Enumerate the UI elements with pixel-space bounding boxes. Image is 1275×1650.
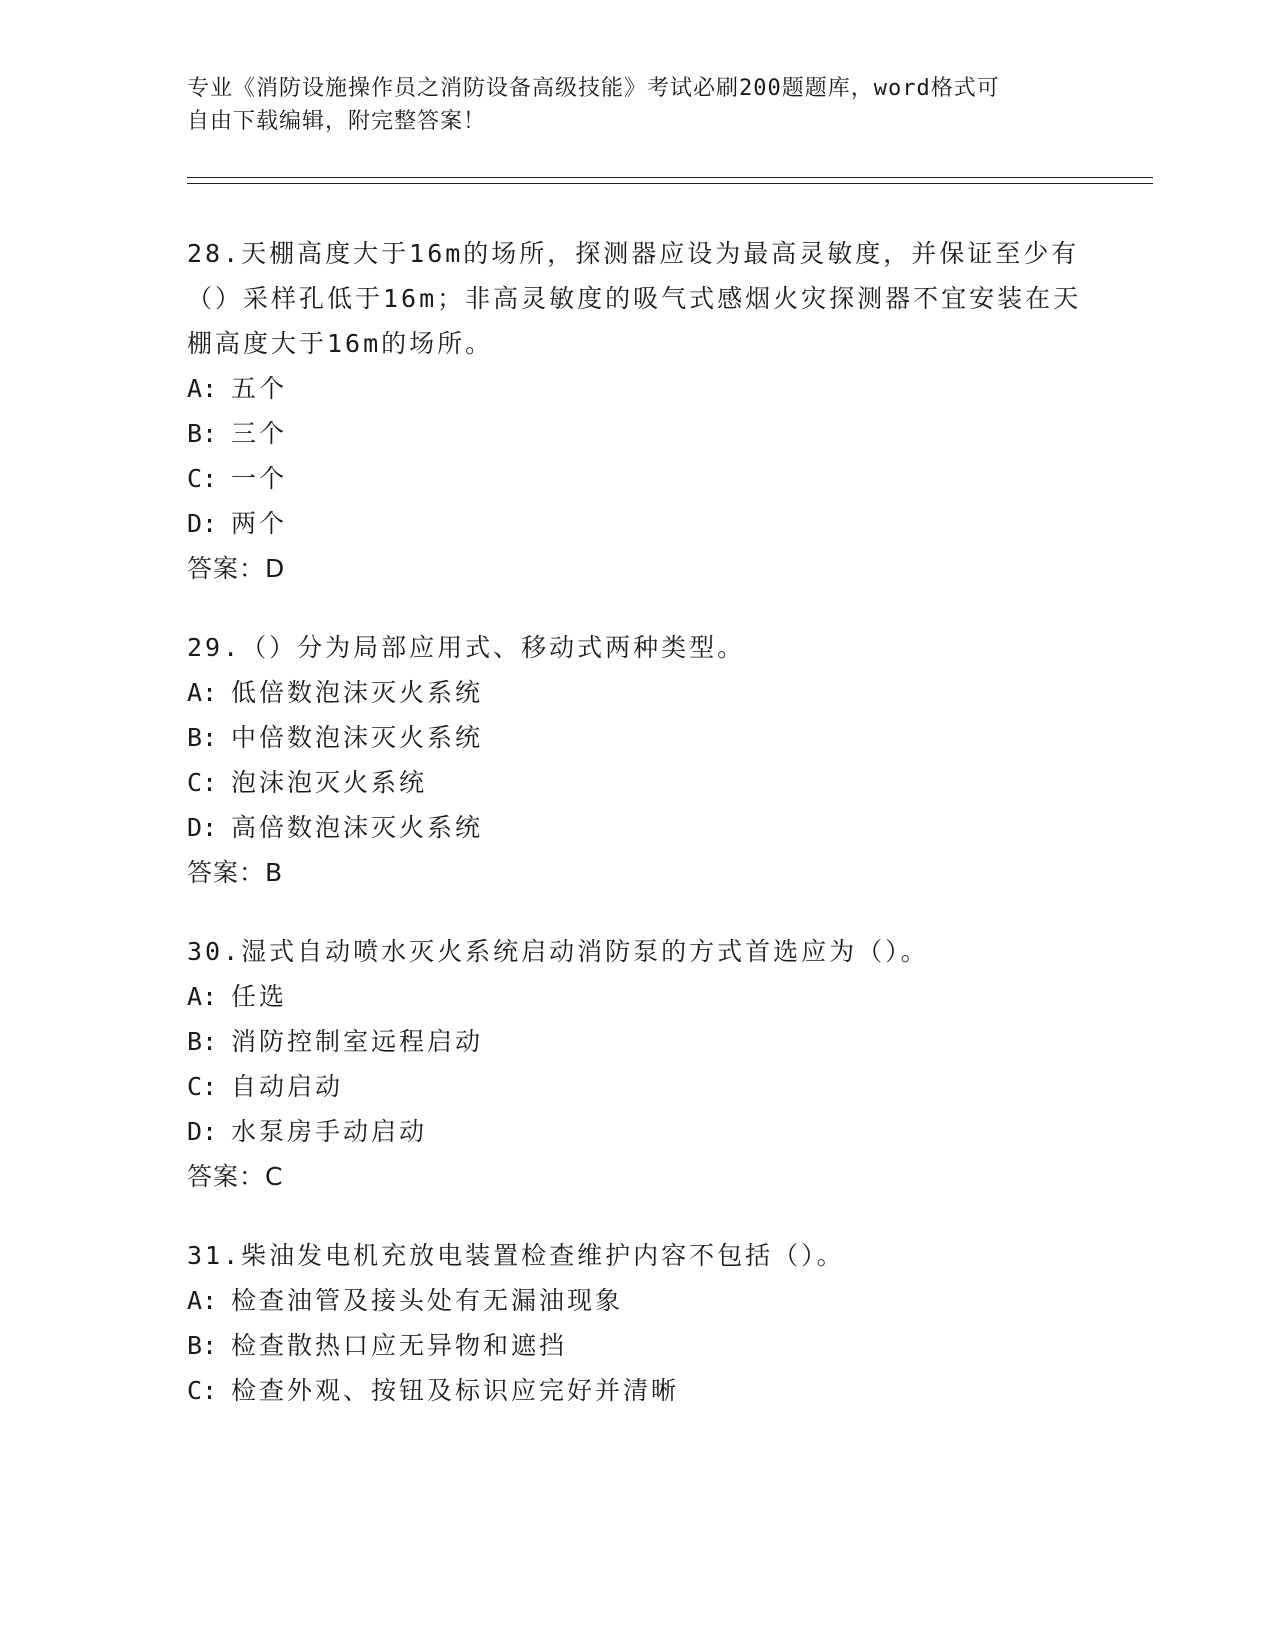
option-letter: A: [187,982,218,1011]
option-text: 消防控制室远程启动 [231,1027,484,1056]
option-a [187,1278,1087,1323]
header-line-2: 自由下载编辑，附完整答案！ [187,109,487,134]
option-text: 五个 [231,374,288,403]
option-d [187,805,1087,850]
option-d [187,1109,1087,1154]
option-b [187,411,1087,456]
option-text: 检查散热口应无异物和遮挡 [231,1331,568,1360]
option-text: 两个 [231,509,288,538]
option-text: 低倍数泡沫灭火系统 [231,678,484,707]
option-text: 水泵房手动启动 [231,1117,428,1146]
option-text: 中倍数泡沫灭火系统 [231,723,484,752]
question-30 [187,929,1087,1199]
question-stem: 31.柴油发电机充放电装置检查维护内容不包括（）。 [187,1241,845,1270]
answer-line: 答案：B [187,858,284,887]
option-c [187,1064,1087,1109]
option-letter: A: [187,678,218,707]
option-letter: D: [187,509,218,538]
header-divider-bottom [187,183,1153,184]
option-b [187,1323,1087,1368]
option-a [187,670,1087,715]
option-letter: B: [187,1331,218,1360]
option-letter: C: [187,768,218,797]
option-text: 检查油管及接头处有无漏油现象 [231,1286,624,1315]
question-31 [187,1233,1087,1413]
question-stem: 30.湿式自动喷水灭火系统启动消防泵的方式首选应为（）。 [187,937,929,966]
option-text: 自动启动 [231,1072,344,1101]
question-stem: 28.天棚高度大于16m的场所，探测器应设为最高灵敏度，并保证至少有（）采样孔低于16m；非高灵敏度的吸气式感烟火灾探测器不宜安装在天棚高度大于16m的场所。 [187,239,1082,358]
option-letter: D: [187,1117,218,1146]
option-text: 一个 [231,464,288,493]
option-letter: C: [187,1072,218,1101]
option-c [187,760,1087,805]
option-b [187,715,1087,760]
answer-line: 答案：C [187,1162,284,1191]
option-b [187,1019,1087,1064]
answer-line: 答案：D [187,554,286,583]
option-letter: B: [187,1027,218,1056]
question-28 [187,231,1087,591]
option-text: 三个 [231,419,288,448]
question-list [187,231,1087,1447]
question-stem: 29.（）分为局部应用式、移动式两种类型。 [187,633,746,662]
option-text: 泡沫泡灭火系统 [231,768,428,797]
option-letter: B: [187,723,218,752]
option-text: 任选 [231,982,288,1011]
option-text: 检查外观、按钮及标识应完好并清晰 [231,1376,680,1405]
option-letter: D: [187,813,218,842]
option-letter: A: [187,1286,218,1315]
option-letter: B: [187,419,218,448]
question-29 [187,625,1087,895]
option-c [187,1368,1087,1413]
header-divider-top [187,177,1153,178]
option-d [187,501,1087,546]
option-a [187,366,1087,411]
option-letter: C: [187,1376,218,1405]
option-letter: C: [187,464,218,493]
option-text: 高倍数泡沫灭火系统 [231,813,484,842]
document-header [187,72,1087,138]
option-letter: A: [187,374,218,403]
option-a [187,974,1087,1019]
header-line-1: 专业《消防设施操作员之消防设备高级技能》考试必刷200题题库，word格式可 [187,76,1000,101]
option-c [187,456,1087,501]
